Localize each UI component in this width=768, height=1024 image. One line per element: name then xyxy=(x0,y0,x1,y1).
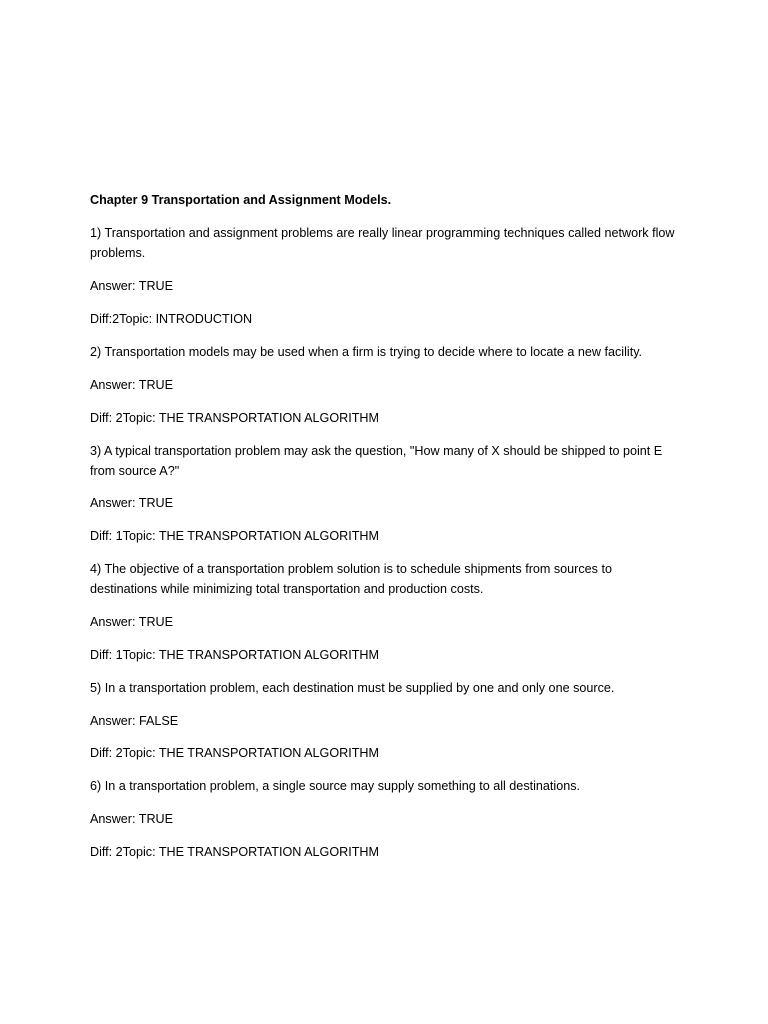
question-6-meta: Diff: 2Topic: THE TRANSPORTATION ALGORITHM xyxy=(90,845,380,859)
question-3-text: 3) A typical transportation problem may ask the question, "How many of X should be shipped to point E from source A?" xyxy=(90,444,663,478)
question-5-meta: Diff: 2Topic: THE TRANSPORTATION ALGORITHM xyxy=(90,746,380,760)
question-6-text: 6) In a transportation problem, a single source may supply something to all destinations. xyxy=(90,779,581,793)
question-4-text: 4) The objective of a transportation problem solution is to schedule shipments from sources to destinations while minimizing total transportation and production costs. xyxy=(90,562,612,596)
chapter-title: Chapter 9 Transportation and Assignment Models. xyxy=(90,193,392,207)
question-2-meta: Diff: 2Topic: THE TRANSPORTATION ALGORITHM xyxy=(90,411,380,425)
question-2-text: 2) Transportation models may be used when a firm is trying to decide where to locate a new facility. xyxy=(90,345,643,359)
question-6-answer: Answer: TRUE xyxy=(90,812,174,826)
question-5-text: 5) In a transportation problem, each destination must be supplied by one and only one source. xyxy=(90,681,615,695)
question-5-answer: Answer: FALSE xyxy=(90,714,179,728)
question-1-answer: Answer: TRUE xyxy=(90,279,174,293)
question-3-meta: Diff: 1Topic: THE TRANSPORTATION ALGORITHM xyxy=(90,529,380,543)
question-2-answer: Answer: TRUE xyxy=(90,378,174,392)
question-1-text: 1) Transportation and assignment problems are really linear programming techniques called network flow problems. xyxy=(90,226,675,260)
question-1-meta: Diff:2Topic: INTRODUCTION xyxy=(90,312,253,326)
question-4-meta: Diff: 1Topic: THE TRANSPORTATION ALGORITHM xyxy=(90,648,380,662)
question-4-answer: Answer: TRUE xyxy=(90,615,174,629)
question-3-answer: Answer: TRUE xyxy=(90,496,174,510)
